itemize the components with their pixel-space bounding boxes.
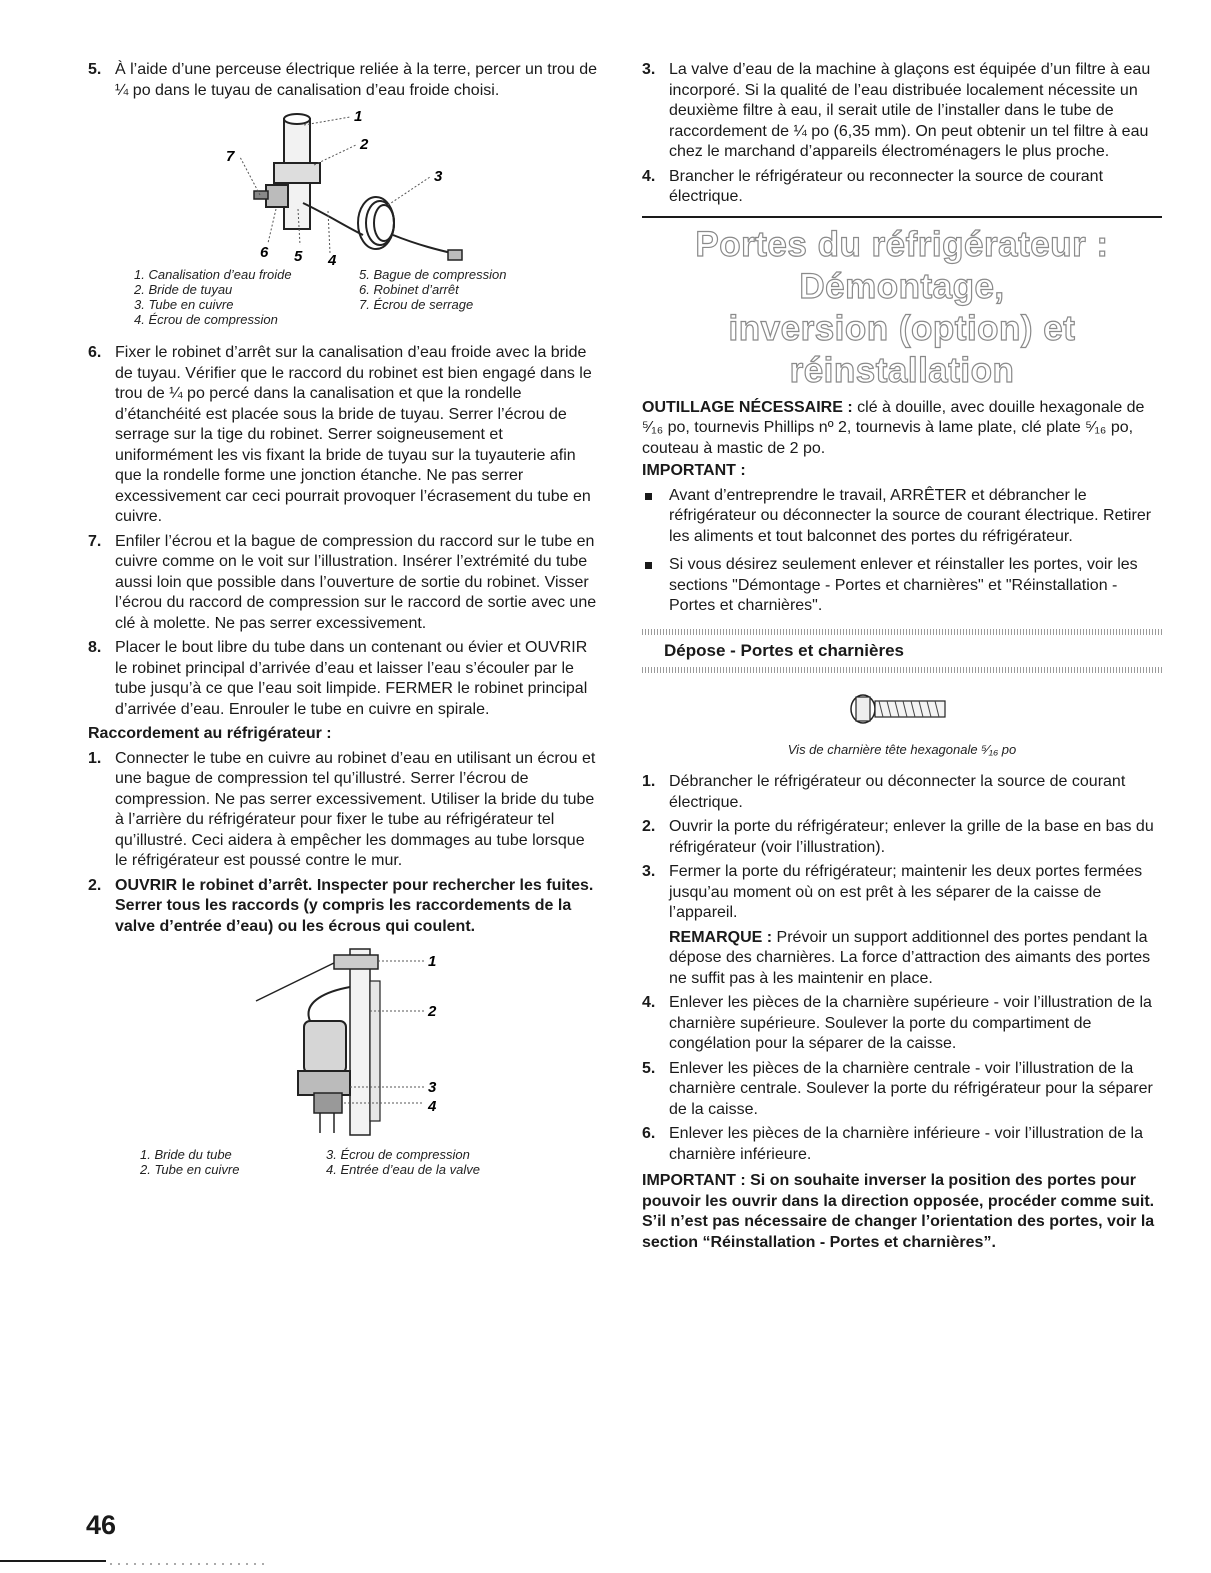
shutoff-valve-illustration <box>88 105 600 267</box>
tools-required <box>642 398 1162 460</box>
fig2-caption <box>88 1147 600 1177</box>
subsection-heading: Dépose - Portes et charnières <box>664 640 904 660</box>
bullet-text: Si vous désirez seulement enlever et réinstaller les portes, voir les sections "Démontage - Portes et charnières" et "Réinstallation - Portes et charnières". <box>669 556 1138 614</box>
subheading-fridge-connection: Raccordement au réfrigérateur : <box>88 725 332 742</box>
removal-step-3 <box>642 862 1162 989</box>
callout-5: 5 <box>294 248 303 265</box>
step-text: Enlever les pièces de la charnière supérieure - voir l’illustration de la charnière supérieure. Soulever la porte du compartiment de congélation pour la séparer de la caisse. <box>669 994 1152 1052</box>
step-text: La valve d’eau de la machine à glaçons est équipée d’un filtre à eau incorporé. Si la qualité de l’eau distribuée localement nécessite un deuxième filtre à eau, il serait utile de l’installer dans le tube de raccordement de ¼ po (6,35 mm). On peut obtenir un tel filtre à eau chez le marchand d’appareils électroménagers le plus proche. <box>669 61 1151 160</box>
hinge-screw-illustration <box>642 691 1162 734</box>
callout-3: 3 <box>434 168 443 185</box>
callout-3: 3 <box>428 1079 437 1096</box>
step-text: À l’aide d’une perceuse électrique reliée à la terre, percer un trou de ¼ po dans le tuyau de canalisation d’eau froide choisi. <box>115 61 598 99</box>
removal-step-2 <box>642 817 1162 858</box>
step-text: OUVRIR le robinet d’arrêt. Inspecter pour rechercher les fuites. Serrer tous les raccords (y compris les raccordements de la valve d’entrée d’eau) ou les écrous qui coulent. <box>115 876 594 935</box>
dotted-divider <box>642 629 1162 635</box>
step-7 <box>88 532 600 635</box>
step-text: Placer le bout libre du tube dans un contenant ou évier et OUVRIR le robinet principal d’arrivée d’eau et laisser l’eau s’écouler par le tube jusqu’à ce que l’eau soit limpide. FERMER le robinet principal d’arrivée d’eau. Enrouler le tube en cuivre en spirale. <box>115 639 588 718</box>
bullet-text: Avant d’entreprendre le travail, ARRÊTER et débrancher le réfrigérateur ou déconnecter la source de courant électrique. Retirer les aliments et tout balconnet des portes du réfrigérateur. <box>669 486 1152 545</box>
callout-1: 1 <box>428 953 437 970</box>
step-text: Connecter le tube en cuivre au robinet d’eau en utilisant un écrou et une bague de compression tel qu’illustré. Serrer l’écrou de compression. Ne pas serrer excessivement. Utiliser la bride du tube à l’arrière du réfrigérateur pour fixer le tube au réfrigérateur tel qu’illustré. Ceci aidera à empêcher les dommages au tube lorsque le réfrigérateur est poussé contre le mur. <box>115 749 596 869</box>
removal-step-5 <box>642 1059 1162 1121</box>
step-number: 5. <box>88 61 102 78</box>
screw-caption: Vis de charnière tête hexagonale ⁵⁄₁₆ po <box>787 741 1017 757</box>
callout-7: 7 <box>226 148 235 165</box>
tools-label: OUTILLAGE NÉCESSAIRE : <box>642 398 853 416</box>
callout-2: 2 <box>428 1003 437 1020</box>
step-text: Enlever les pièces de la charnière centrale - voir l’illustration de la charnière centrale. Soulever la porte du réfrigérateur pour la séparer de la caisse. <box>669 1059 1153 1118</box>
step-5 <box>88 60 600 101</box>
important-note: IMPORTANT : Si on souhaite inverser la position des portes pour pouvoir les ouvrir dans la direction opposée, procéder comme suit. S’il n’est pas nécessaire de changer l’orientation des portes, voir la section “Réinstallation - Portes et charnières”. <box>642 1172 1155 1251</box>
removal-step-1 <box>642 772 1162 813</box>
caption-line: 1. Bride du tube <box>140 1147 232 1162</box>
step-number: 5. <box>642 1059 656 1077</box>
section-divider <box>642 216 1162 218</box>
step-3 <box>642 60 1162 163</box>
callout-6: 6 <box>260 244 269 261</box>
fig1-caption <box>88 267 600 327</box>
step-number: 2. <box>88 876 102 894</box>
removal-step-4 <box>642 993 1162 1055</box>
caption-line: 3. Tube en cuivre <box>134 297 234 312</box>
bullet-square-icon <box>645 562 652 569</box>
caption-line: 2. Bride de tuyau <box>134 282 233 297</box>
footer-rule <box>0 1560 106 1562</box>
bullet-item <box>642 486 1162 548</box>
bullet-item <box>642 555 1162 617</box>
step-number: 3. <box>642 863 656 880</box>
step-number: 6. <box>642 1125 656 1142</box>
caption-line: 4. Écrou de compression <box>134 312 278 327</box>
caption-line: 1. Canalisation d’eau froide <box>134 267 292 282</box>
caption-line: 6. Robinet d’arrêt <box>359 282 459 297</box>
step-8 <box>88 638 600 720</box>
step-text: Débrancher le réfrigérateur ou déconnecter la source de courant électrique. <box>669 773 1126 811</box>
section-title-line: inversion (option) et réinstallation <box>728 308 1076 390</box>
step-text: Ouvrir la porte du réfrigérateur; enlever la grille de la base en bas du réfrigérateur (voir l’illustration). <box>669 818 1154 856</box>
caption-line: 5. Bague de compression <box>359 267 507 282</box>
dotted-divider <box>642 667 1162 673</box>
page-number: 46 <box>86 1510 117 1540</box>
connection-step-1 <box>88 749 600 872</box>
valve-diagram <box>88 105 600 267</box>
step-number: 3. <box>642 61 656 78</box>
caption-line: 3. Écrou de compression <box>326 1147 470 1162</box>
callout-4: 4 <box>328 252 337 267</box>
step-text: Fixer le robinet d’arrêt sur la canalisation d’eau froide avec la bride de tuyau. Vérifier que le raccord du robinet est bien engagé dans le trou de ¼ po percé dans la canalisation et que la rondelle d’étanchéité est placée sous la bride de tuyau. Serrer l’écrou de serrage sur la tige du robinet. Serrer soigneusement et uniformément les vis fixant la bride de tuyau sur la tuyauterie afin que la rondelle forme une jonction étanche. Ne pas serrer excessivement car ceci pourrait provoquer l’écrasement du tube en cuivre. <box>115 344 592 525</box>
remark <box>669 928 1162 990</box>
inlet-diagram <box>88 941 600 1141</box>
step-number: 4. <box>642 994 656 1011</box>
caption-line: 4. Entrée d’eau de la valve <box>326 1162 480 1177</box>
step-number: 1. <box>642 773 656 790</box>
step-4 <box>642 167 1162 208</box>
remark-label: REMARQUE : <box>669 928 773 946</box>
step-number: 7. <box>88 532 102 550</box>
step-text: Enlever les pièces de la charnière inférieure - voir l’illustration de la charnière inférieure. <box>669 1125 1144 1163</box>
step-number: 4. <box>642 167 656 185</box>
step-text: Fermer la porte du réfrigérateur; maintenir les deux portes fermées jusqu’au moment où on est prêt à les séparer de la caisse de l’appareil. <box>669 863 1143 921</box>
callout-4: 4 <box>428 1098 437 1115</box>
left-column <box>88 60 600 1177</box>
step-6 <box>88 343 600 528</box>
right-column <box>642 60 1162 1253</box>
step-number: 2. <box>642 818 656 835</box>
callout-1: 1 <box>354 108 363 125</box>
hex-screw-icon <box>847 691 957 727</box>
connection-step-2 <box>88 876 600 938</box>
tools-text: clé à douille, avec douille hexagonale de ⁵⁄₁₆ po, tournevis Phillips nº 2, tournevis à lame plate, clé plate ⁵⁄₁₆ po, couteau à mastic de 2 po. <box>642 398 1145 457</box>
callout-2: 2 <box>360 136 369 153</box>
step-number: 8. <box>88 639 102 656</box>
step-text: Enfiler l’écrou et la bague de compression du raccord sur le tube en cuivre comme on le voit sur l’illustration. Insérer l’extrémité du tube aussi loin que possible dans l’ouverture de sortie du robinet. Visser l’écrou du raccord de compression sur le raccord de sortie avec une clé à molette. Ne pas serrer excessivement. <box>115 532 597 632</box>
section-title <box>642 224 1162 392</box>
remark-text: Prévoir un support additionnel des portes pendant la dépose des charnières. La force d’attraction des aimants des portes ne suffit pas à les maintenir en place. <box>669 928 1151 987</box>
caption-line: 7. Écrou de serrage <box>359 297 474 312</box>
removal-step-6 <box>642 1124 1162 1165</box>
caption-line: 2. Tube en cuivre <box>140 1162 240 1177</box>
step-text: Brancher le réfrigérateur ou reconnecter la source de courant électrique. <box>669 167 1104 205</box>
step-number: 6. <box>88 344 102 361</box>
section-title-line: Portes du réfrigérateur : Démontage, <box>695 224 1109 306</box>
bullet-square-icon <box>645 493 652 500</box>
step-number: 1. <box>88 749 102 767</box>
water-inlet-illustration <box>88 941 600 1141</box>
footer-dots <box>110 1563 270 1565</box>
important-label: IMPORTANT : <box>642 462 746 479</box>
